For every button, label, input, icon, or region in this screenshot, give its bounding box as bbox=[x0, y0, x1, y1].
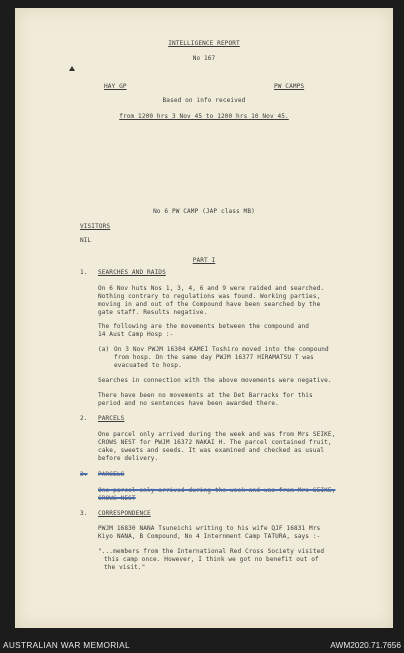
text-line: On 3 Nov PWJM 16304 KAMEI Toshiro moved into the compound bbox=[114, 346, 329, 353]
report-number: No 167 bbox=[192, 55, 216, 62]
text-line: cake, sweets and seeds. It was examined and checked as usual bbox=[98, 447, 325, 454]
text-line: from hosp. On the same day PWJM 16377 HIRAMATSU T was bbox=[114, 354, 314, 361]
text-line: Kiyo NANA, B Compound, No 4 Internment Camp TATURA, says :- bbox=[98, 533, 321, 540]
text-line: Nothing contrary to regulations was found. Working parties, bbox=[98, 293, 321, 300]
text-line: period and no sentences have been awarded there. bbox=[98, 400, 279, 407]
text-line: There have been no movements at the Det Barracks for this bbox=[98, 392, 313, 399]
text-line: The following are the movements between the compound and bbox=[98, 323, 310, 330]
visitors-heading: VISITORS bbox=[80, 223, 111, 230]
text-line: before delivery. bbox=[98, 455, 159, 462]
section-number: 1. bbox=[80, 269, 88, 276]
footer-accession-number: AWM2020.71.7656 bbox=[330, 640, 401, 650]
text-line: PWJM 16830 NANA Tsuneichi writing to his wife QJF 16831 Mrs bbox=[98, 525, 321, 532]
struck-text-line: One parcel only arrived during the week and was from Mrs SEIKE, bbox=[98, 487, 336, 494]
period-line: from 1200 hrs 3 Nov 45 to 1200 hrs 10 Nov 45. bbox=[119, 113, 289, 120]
struck-section-number: 3. bbox=[80, 471, 88, 478]
part-heading: PART I bbox=[192, 257, 216, 264]
quote-line: the visit." bbox=[104, 564, 146, 571]
text-line: gate staff. Results negative. bbox=[98, 309, 208, 316]
camps-label: PW CAMPS bbox=[274, 83, 305, 90]
text-line: CROWS NEST for PWJM 16372 NAKAI H. The parcel contained fruit, bbox=[98, 439, 332, 446]
footer-bar bbox=[0, 637, 404, 653]
item-label-a: (a) bbox=[98, 346, 110, 353]
text-line: moving in and out of the Compound have been searched by the bbox=[98, 301, 321, 308]
report-title: INTELLIGENCE REPORT bbox=[168, 40, 240, 47]
section-number: 2. bbox=[80, 415, 88, 422]
section-heading-correspondence: CORRESPONDENCE bbox=[98, 510, 151, 517]
quote-line: this camp once. However, I think we got no benefit out of bbox=[104, 556, 319, 563]
based-on-line: Based on info received bbox=[162, 97, 246, 104]
document-page bbox=[15, 8, 393, 628]
section-heading-parcels: PARCELS bbox=[98, 415, 125, 422]
visitors-value: NIL bbox=[80, 237, 92, 244]
text-line: evacuated to hosp. bbox=[114, 362, 182, 369]
struck-section-heading: PARCELS bbox=[98, 471, 125, 478]
quote-line: "...members from the International Red Cross Society visited bbox=[98, 548, 325, 555]
text-line: On 6 Nov huts Nos 1, 3, 4, 6 and 9 were raided and searched. bbox=[98, 285, 325, 292]
punch-hole-mark bbox=[69, 66, 75, 71]
text-line: One parcel only arrived during the week and was from Mrs SEIKE, bbox=[98, 431, 336, 438]
section-heading-searches: SEARCHES AND RAIDS bbox=[98, 269, 166, 276]
footer-institution: AUSTRALIAN WAR MEMORIAL bbox=[3, 640, 130, 650]
struck-text-line: CROWS NEST bbox=[98, 495, 136, 502]
text-line: 14 Aust Camp Hosp :- bbox=[98, 331, 174, 338]
text-line: Searches in connection with the above movements were negative. bbox=[98, 377, 332, 384]
hq-label: HAY GP bbox=[104, 83, 127, 90]
camp-heading: No 6 PW CAMP (JAP class MB) bbox=[153, 208, 255, 215]
section-number: 3. bbox=[80, 510, 88, 517]
